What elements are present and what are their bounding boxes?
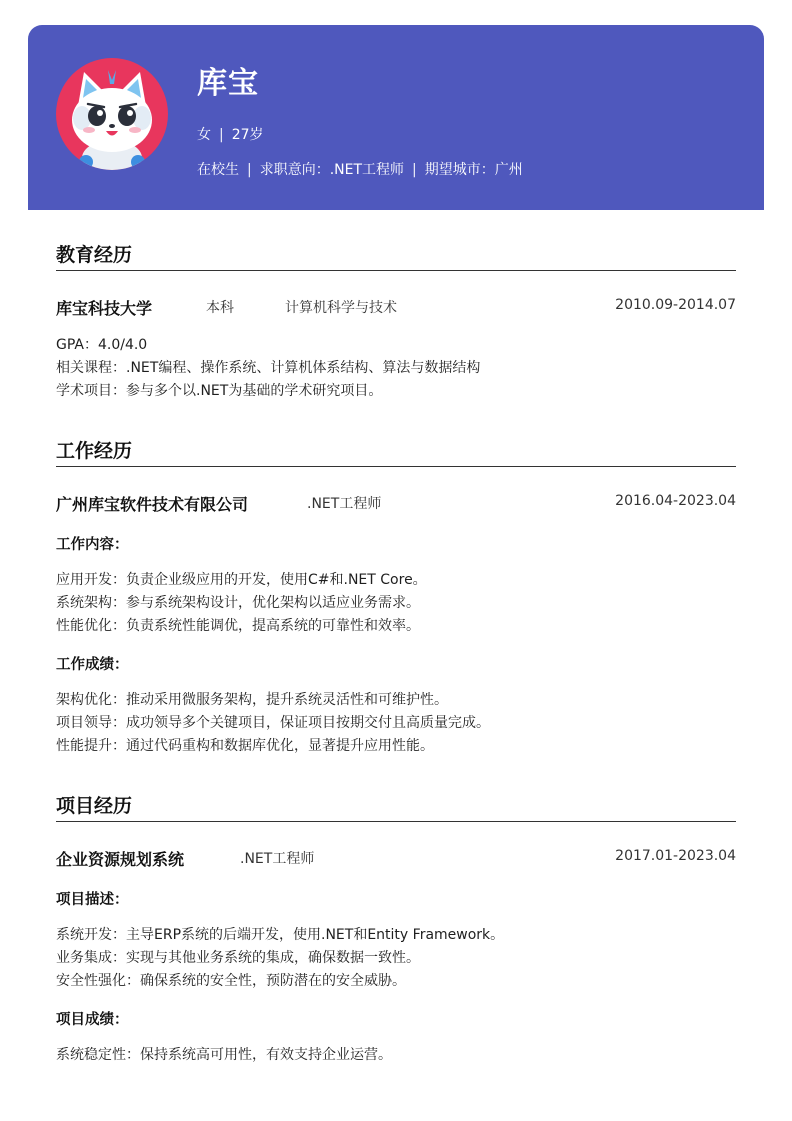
school-name: 库宝科技大学 (56, 299, 153, 318)
section-divider (56, 821, 736, 822)
education-line: 学术项目：参与多个以.NET为基础的学术研究项目。 (56, 383, 383, 399)
project-section-title: 项目经历 (56, 795, 133, 817)
job-info-row (197, 159, 523, 179)
company-name: 广州库宝软件技术有限公司 (56, 495, 249, 514)
degree: 本科 (206, 300, 234, 316)
education-section-title: 教育经历 (56, 244, 133, 266)
education-line: 相关课程：.NET编程、操作系统、计算机体系结构、算法与数据结构 (56, 360, 481, 376)
project-desc-line: 系统开发：主导ERP系统的后端开发，使用.NET和Entity Framework。 (56, 927, 505, 943)
project-name: 企业资源规划系统 (56, 850, 185, 869)
basic-info-row (197, 124, 264, 144)
work-achievements-heading: 工作成绩： (56, 657, 129, 673)
age: 27岁 (231, 127, 264, 143)
work-content-line: 性能优化：负责系统性能调优，提高系统的可靠性和效率。 (56, 618, 420, 634)
project-desc-heading: 项目描述： (56, 892, 129, 908)
project-desc-line: 安全性强化：确保系统的安全性，预防潜在的安全威胁。 (56, 973, 406, 989)
work-achievement-line: 架构优化：推动采用微服务架构，提升系统灵活性和可维护性。 (56, 692, 448, 708)
work-content-line: 系统架构：参与系统架构设计，优化架构以适应业务需求。 (56, 595, 420, 611)
major: 计算机科学与技术 (285, 300, 397, 316)
section-divider (56, 270, 736, 271)
project-results-heading: 项目成绩： (56, 1012, 129, 1028)
separator: | (412, 162, 417, 178)
work-role: .NET工程师 (307, 496, 382, 512)
cat-mascot-icon (56, 58, 168, 170)
job-intention: 求职意向：.NET工程师 (259, 162, 405, 178)
avatar (56, 58, 168, 170)
profile-header (28, 25, 764, 210)
expected-city: 期望城市：广州 (424, 162, 523, 178)
education-date: 2010.09-2014.07 (615, 297, 736, 313)
work-achievement-line: 性能提升：通过代码重构和数据库优化，显著提升应用性能。 (56, 738, 434, 754)
student-status: 在校生 (197, 162, 239, 178)
work-content-heading: 工作内容： (56, 537, 129, 553)
education-line: GPA：4.0/4.0 (56, 337, 148, 353)
work-achievement-line: 项目领导：成功领导多个关键项目，保证项目按期交付且高质量完成。 (56, 715, 490, 731)
candidate-name: 库宝 (197, 66, 259, 101)
project-date: 2017.01-2023.04 (615, 848, 736, 864)
work-section-title: 工作经历 (56, 440, 133, 462)
separator: | (247, 162, 252, 178)
project-desc-line: 业务集成：实现与其他业务系统的集成，确保数据一致性。 (56, 950, 420, 966)
work-content-line: 应用开发：负责企业级应用的开发，使用C#和.NET Core。 (56, 572, 427, 588)
section-divider (56, 466, 736, 467)
separator: | (219, 127, 224, 143)
work-date: 2016.04-2023.04 (615, 493, 736, 509)
project-role: .NET工程师 (240, 851, 315, 867)
gender: 女 (197, 127, 211, 143)
project-result-line: 系统稳定性：保持系统高可用性，有效支持企业运营。 (56, 1047, 392, 1063)
